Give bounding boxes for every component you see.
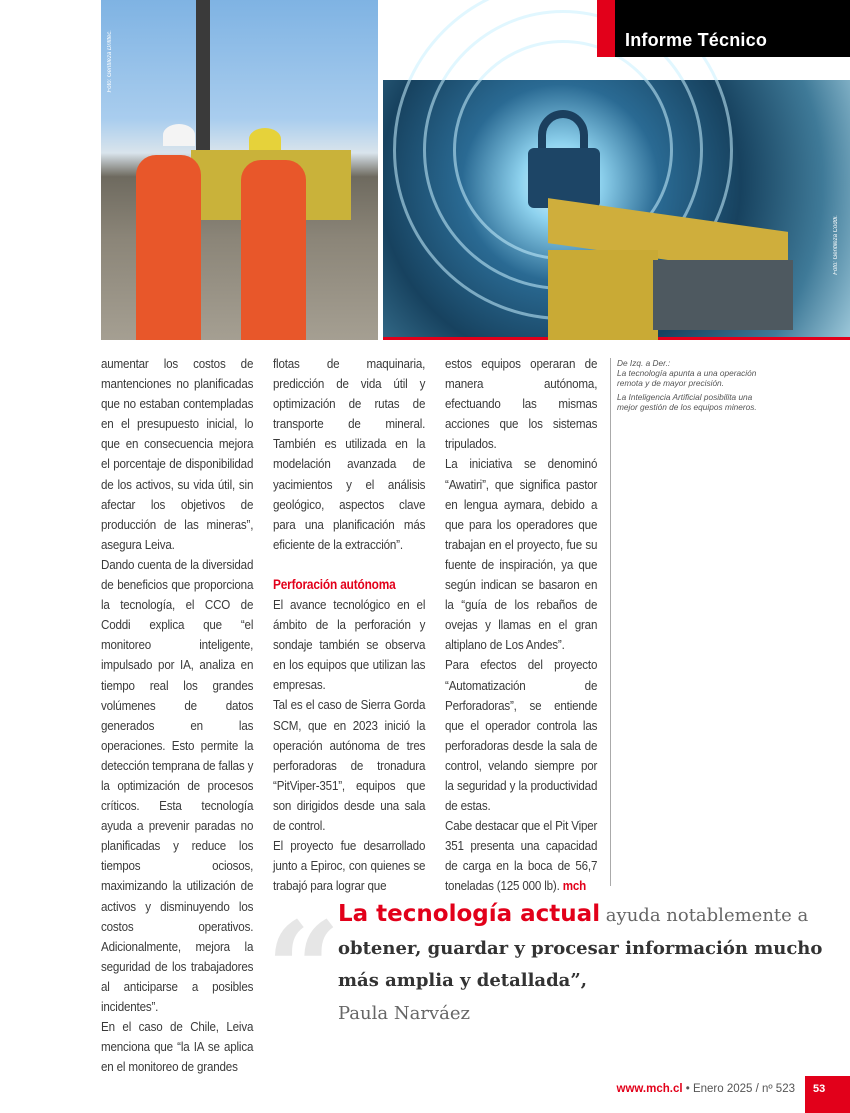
photo-caption bbox=[617, 358, 757, 416]
paragraph-text: Cabe destacar que el Pit Viper 351 presenta una capacidad de carga en la boca de 56,7 toneladas (125 000 lb). bbox=[445, 818, 598, 894]
paragraph: estos equipos operaran de manera autónoma, efectuando las mismas acciones que los sistemas tripulados. bbox=[445, 356, 598, 452]
photo-drill-workers bbox=[101, 0, 378, 340]
article-column-1 bbox=[101, 354, 253, 1077]
quote-text: ayuda notablemente a bbox=[600, 905, 809, 926]
issue-info: Enero 2025 / nº 523 bbox=[692, 1083, 795, 1095]
paragraph: El proyecto fue desarrollado junto a Epiroc, con quienes se trabajó para lograr que bbox=[273, 838, 426, 894]
paragraph: aumentar los costos de mantenciones no planificadas que no estaban contempladas en el presupuesto inicial, lo que en consecuencia mejora el porcentaje de disponibilidad de los activos, su vida útil, sin afectar los objetivos de producción de las mineras”, asegura Leiva. bbox=[101, 356, 254, 552]
paragraph: Dando cuenta de la diversidad de beneficios que proporciona la tecnología, el CCO de Coddi explica que “el monitoreo inteligente, impulsado por IA, analiza en tiempo real los grandes volúmenes de datos generados en las operaciones. Esto permite la detección temprana de fallas y la optimización de procesos críticos. Esta tecnología ayuda a prevenir paradas no planificadas y reduce los tiempos ociosos, maximizando la utilización de activos y disminuyendo los costos operativos. Adicionalmente, mejora la seguridad de los trabajadores al anticiparse a posibles incidentes”. bbox=[101, 556, 254, 1014]
quote-bold: obtener, guardar y procesar información mucho más amplia y detallada”, bbox=[338, 937, 823, 991]
quote-mark: “ bbox=[266, 893, 341, 1046]
photo-credit: Foto: Gentileza Drilltec. bbox=[107, 30, 113, 93]
article-column-3 bbox=[445, 354, 597, 897]
subheading: Perforación autónoma bbox=[273, 576, 396, 592]
separator: • bbox=[682, 1083, 693, 1095]
footer bbox=[617, 1083, 796, 1095]
pull-quote bbox=[338, 898, 838, 1030]
website-link[interactable]: www.mch.cl bbox=[616, 1083, 683, 1095]
paragraph: En el caso de Chile, Leiva menciona que “la IA se aplica en el monitoreo de grandes bbox=[101, 1019, 254, 1075]
caption-item: La tecnología apunta a una operación remota y de mayor precisión. bbox=[617, 368, 757, 388]
caption-lead: De Izq. a Der.: bbox=[617, 358, 671, 368]
quote-author: Paula Narváez bbox=[338, 1002, 470, 1024]
section-header bbox=[597, 0, 850, 57]
end-mark: mch bbox=[562, 878, 587, 894]
page-number: 53 bbox=[805, 1076, 850, 1113]
photo-ai-mining-truck bbox=[383, 80, 850, 340]
paragraph: El avance tecnológico en el ámbito de la perforación y sondaje también se observa en los equipos que utilizan las empresas. bbox=[273, 596, 426, 693]
section-title: Informe Técnico bbox=[625, 30, 768, 50]
paragraph: flotas de maquinaria, predicción de vida útil y optimización de rutas de transporte de mineral. También es utilizada en la modelación avanzada de yacimientos y el análisis geológico, aspectos clave para una planificación más eficiente de la extracción”. bbox=[273, 356, 426, 552]
caption-divider bbox=[610, 358, 611, 886]
caption-item: La Inteligencia Artificial posibilita una mejor gestión de los equipos mineros. bbox=[617, 392, 757, 412]
paragraph bbox=[445, 816, 597, 896]
paragraph: Tal es el caso de Sierra Gorda SCM, que en 2023 inició la operación autónoma de tres perforadoras de tronadura “PitViper-351”, equipos que son dirigidos desde una sala de control. bbox=[273, 697, 426, 833]
paragraph: La iniciativa se denominó “Awatiri”, que significa pastor en lengua aymara, debido a que para los operadores que trabajan en el proyecto, fue su fuente de inspiración, ya que según indican se basaron en la “guía de los rebaños de ovejas y llamas en el gran altiplano de Los Andes”. bbox=[445, 456, 598, 653]
paragraph: Para efectos del proyecto “Automatización de Perforadoras”, se entiende que el operador controla las perforadoras desde la sala de control, velando siempre por la seguridad y la productividad de estas. bbox=[445, 657, 598, 814]
article-column-2 bbox=[273, 354, 425, 896]
quote-highlight: La tecnología actual bbox=[338, 901, 601, 927]
photo-credit: Foto: Gentileza Coddi. bbox=[833, 215, 839, 275]
